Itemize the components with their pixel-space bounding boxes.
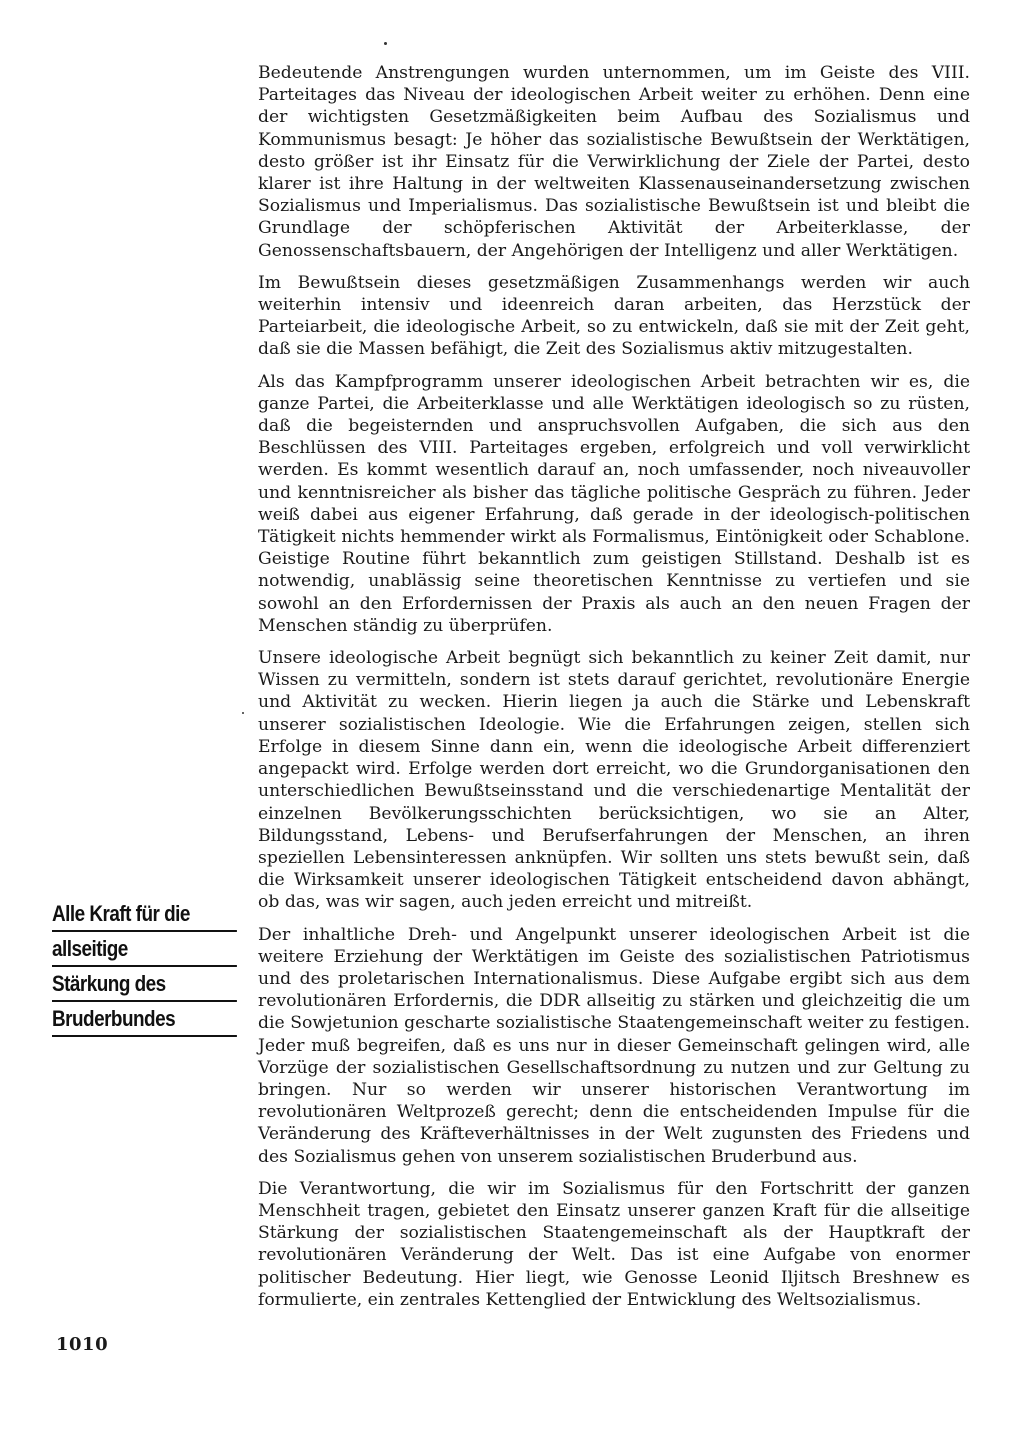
page-number: 1010 — [56, 1334, 109, 1355]
paragraph: Im Bewußtsein dieses gesetzmäßigen Zusammenhangs werden wir auch weiterhin intensiv und ideenreich daran arbeiten, das Herzstück der Parteiarbeit, die ideologische Arbeit, so zu entwickeln, daß sie mit der Zeit geht, daß sie die Massen befähigt, die Zeit des Sozialismus aktiv mitzugestalten. — [258, 272, 970, 360]
sidebar-heading-line: Stärkung des — [52, 967, 237, 1002]
sidebar-heading-line: Alle Kraft für die — [52, 897, 237, 932]
paragraph: Als das Kampfprogramm unserer ideologischen Arbeit betrachten wir es, die ganze Partei, die Arbeiterklasse und alle Werktätigen ideologisch so zu rüsten, daß die begeisternden und anspruchsvollen Aufgaben, die sich aus den Beschlüssen des VIII. Parteitages ergeben, erfolgreich und voll verwirklicht werden. Es kommt wesentlich darauf an, noch umfassender, noch niveauvoller und kenntnisreicher als bisher das tägliche politische Gespräch zu führen. Jeder weiß dabei aus eigener Erfahrung, daß gerade in der ideologisch-politischen Tätigkeit nichts hemmender wirkt als Formalismus, Eintönigkeit oder Schablone. Geistige Routine führt bekanntlich zum geistigen Stillstand. Deshalb ist es notwendig, unablässig seine theoretischen Kenntnisse zu vertiefen und sie sowohl an den Erfordernissen der Praxis als auch an den neuen Fragen der Menschen ständig zu überprüfen. — [258, 371, 970, 636]
print-speck — [242, 712, 244, 714]
print-speck — [384, 42, 387, 45]
sidebar-heading-line: Bruderbundes — [52, 1002, 237, 1037]
paragraph: Unsere ideologische Arbeit begnügt sich bekanntlich zu keiner Zeit damit, nur Wissen zu vermitteln, sondern ist stets darauf gerichtet, revolutionäre Energie und Aktivität zu wecken. Hierin liegen ja auch die Stärke und Lebenskraft unserer sozialistischen Ideologie. Wie die Erfahrungen zeigen, stellen sich Erfolge in diesem Sinne dann ein, wenn die ideologische Arbeit differenziert angepackt wird. Erfolge werden dort erreicht, wo die Grundorganisationen den unterschiedlichen Bewußtseinsstand und die verschiedenartige Mentalität der einzelnen Bevölkerungsschichten berücksichtigen, wo sie an Alter, Bildungsstand, Lebens- und Berufserfahrungen der Menschen, an ihren speziellen Lebensinteressen anknüpfen. Wir sollten uns stets bewußt sein, daß die Wirksamkeit unserer ideologischen Tätigkeit entscheidend davon abhängt, ob das, was wir sagen, auch jeden erreicht und mitreißt. — [258, 648, 970, 913]
sidebar-heading — [52, 897, 215, 1037]
paragraph: Bedeutende Anstrengungen wurden unternommen, um im Geiste des VIII. Parteitages das Niveau der ideologischen Arbeit weiter zu erhöhen. Denn eine der wichtigsten Gesetzmäßigkeiten beim Aufbau des Sozialismus und Kommunismus besagt: Je höher das sozialistische Bewußtsein der Werktätigen, desto größer ist ihr Einsatz für die Verwirklichung der Ziele der Partei, desto klarer ist ihre Haltung in der weltweiten Klassenauseinandersetzung zwischen Sozialismus und Imperialismus. Das sozialistische Bewußtsein ist und bleibt die Grundlage der schöpferischen Aktivität der Arbeiterklasse, der Genossenschaftsbauern, der Angehörigen der Intelligenz und aller Werktätigen. — [258, 63, 970, 261]
paragraph: Die Verantwortung, die wir im Sozialismus für den Fortschritt der ganzen Menschheit tragen, gebietet den Einsatz unserer ganzen Kraft für die allseitige Stärkung der sozialistischen Staatengemeinschaft als der Hauptkraft der revolutionären Veränderung der Welt. Das ist eine Aufgabe von enormer politischer Bedeutung. Hier liegt, wie Genosse Leonid Iljitsch Breshnew es formulierte, ein zentrales Kettenglied der Entwicklung des Weltsozialismus. — [258, 1178, 970, 1310]
paragraph: Der inhaltliche Dreh- und Angelpunkt unserer ideologischen Arbeit ist die weitere Erziehung der Werktätigen im Geiste des sozialistischen Patriotismus und des proletarischen Internationalismus. Diese Aufgabe ergibt sich aus dem revolutionären Erfordernis, die DDR allseitig zu stärken und gleichzeitig die um die Sowjetunion gescharte sozialistische Staatengemeinschaft weiter zu festigen. Jeder muß begreifen, daß es uns nur in dieser Gemeinschaft gelingen wird, alle Vorzüge der sozialistischen Gesellschaftsordnung zu nutzen und zur Geltung zu bringen. Nur so werden wir unserer historischen Verantwortung im revolutionären Weltprozeß gerecht; denn die entscheidenden Impulse für die Veränderung des Kräfteverhältnisses in der Welt zugunsten des Friedens und des Sozialismus gehen von unserem sozialistischen Bruderbund aus. — [258, 924, 970, 1167]
body-text-column — [258, 62, 970, 1321]
sidebar-heading-line: allseitige — [52, 932, 237, 967]
